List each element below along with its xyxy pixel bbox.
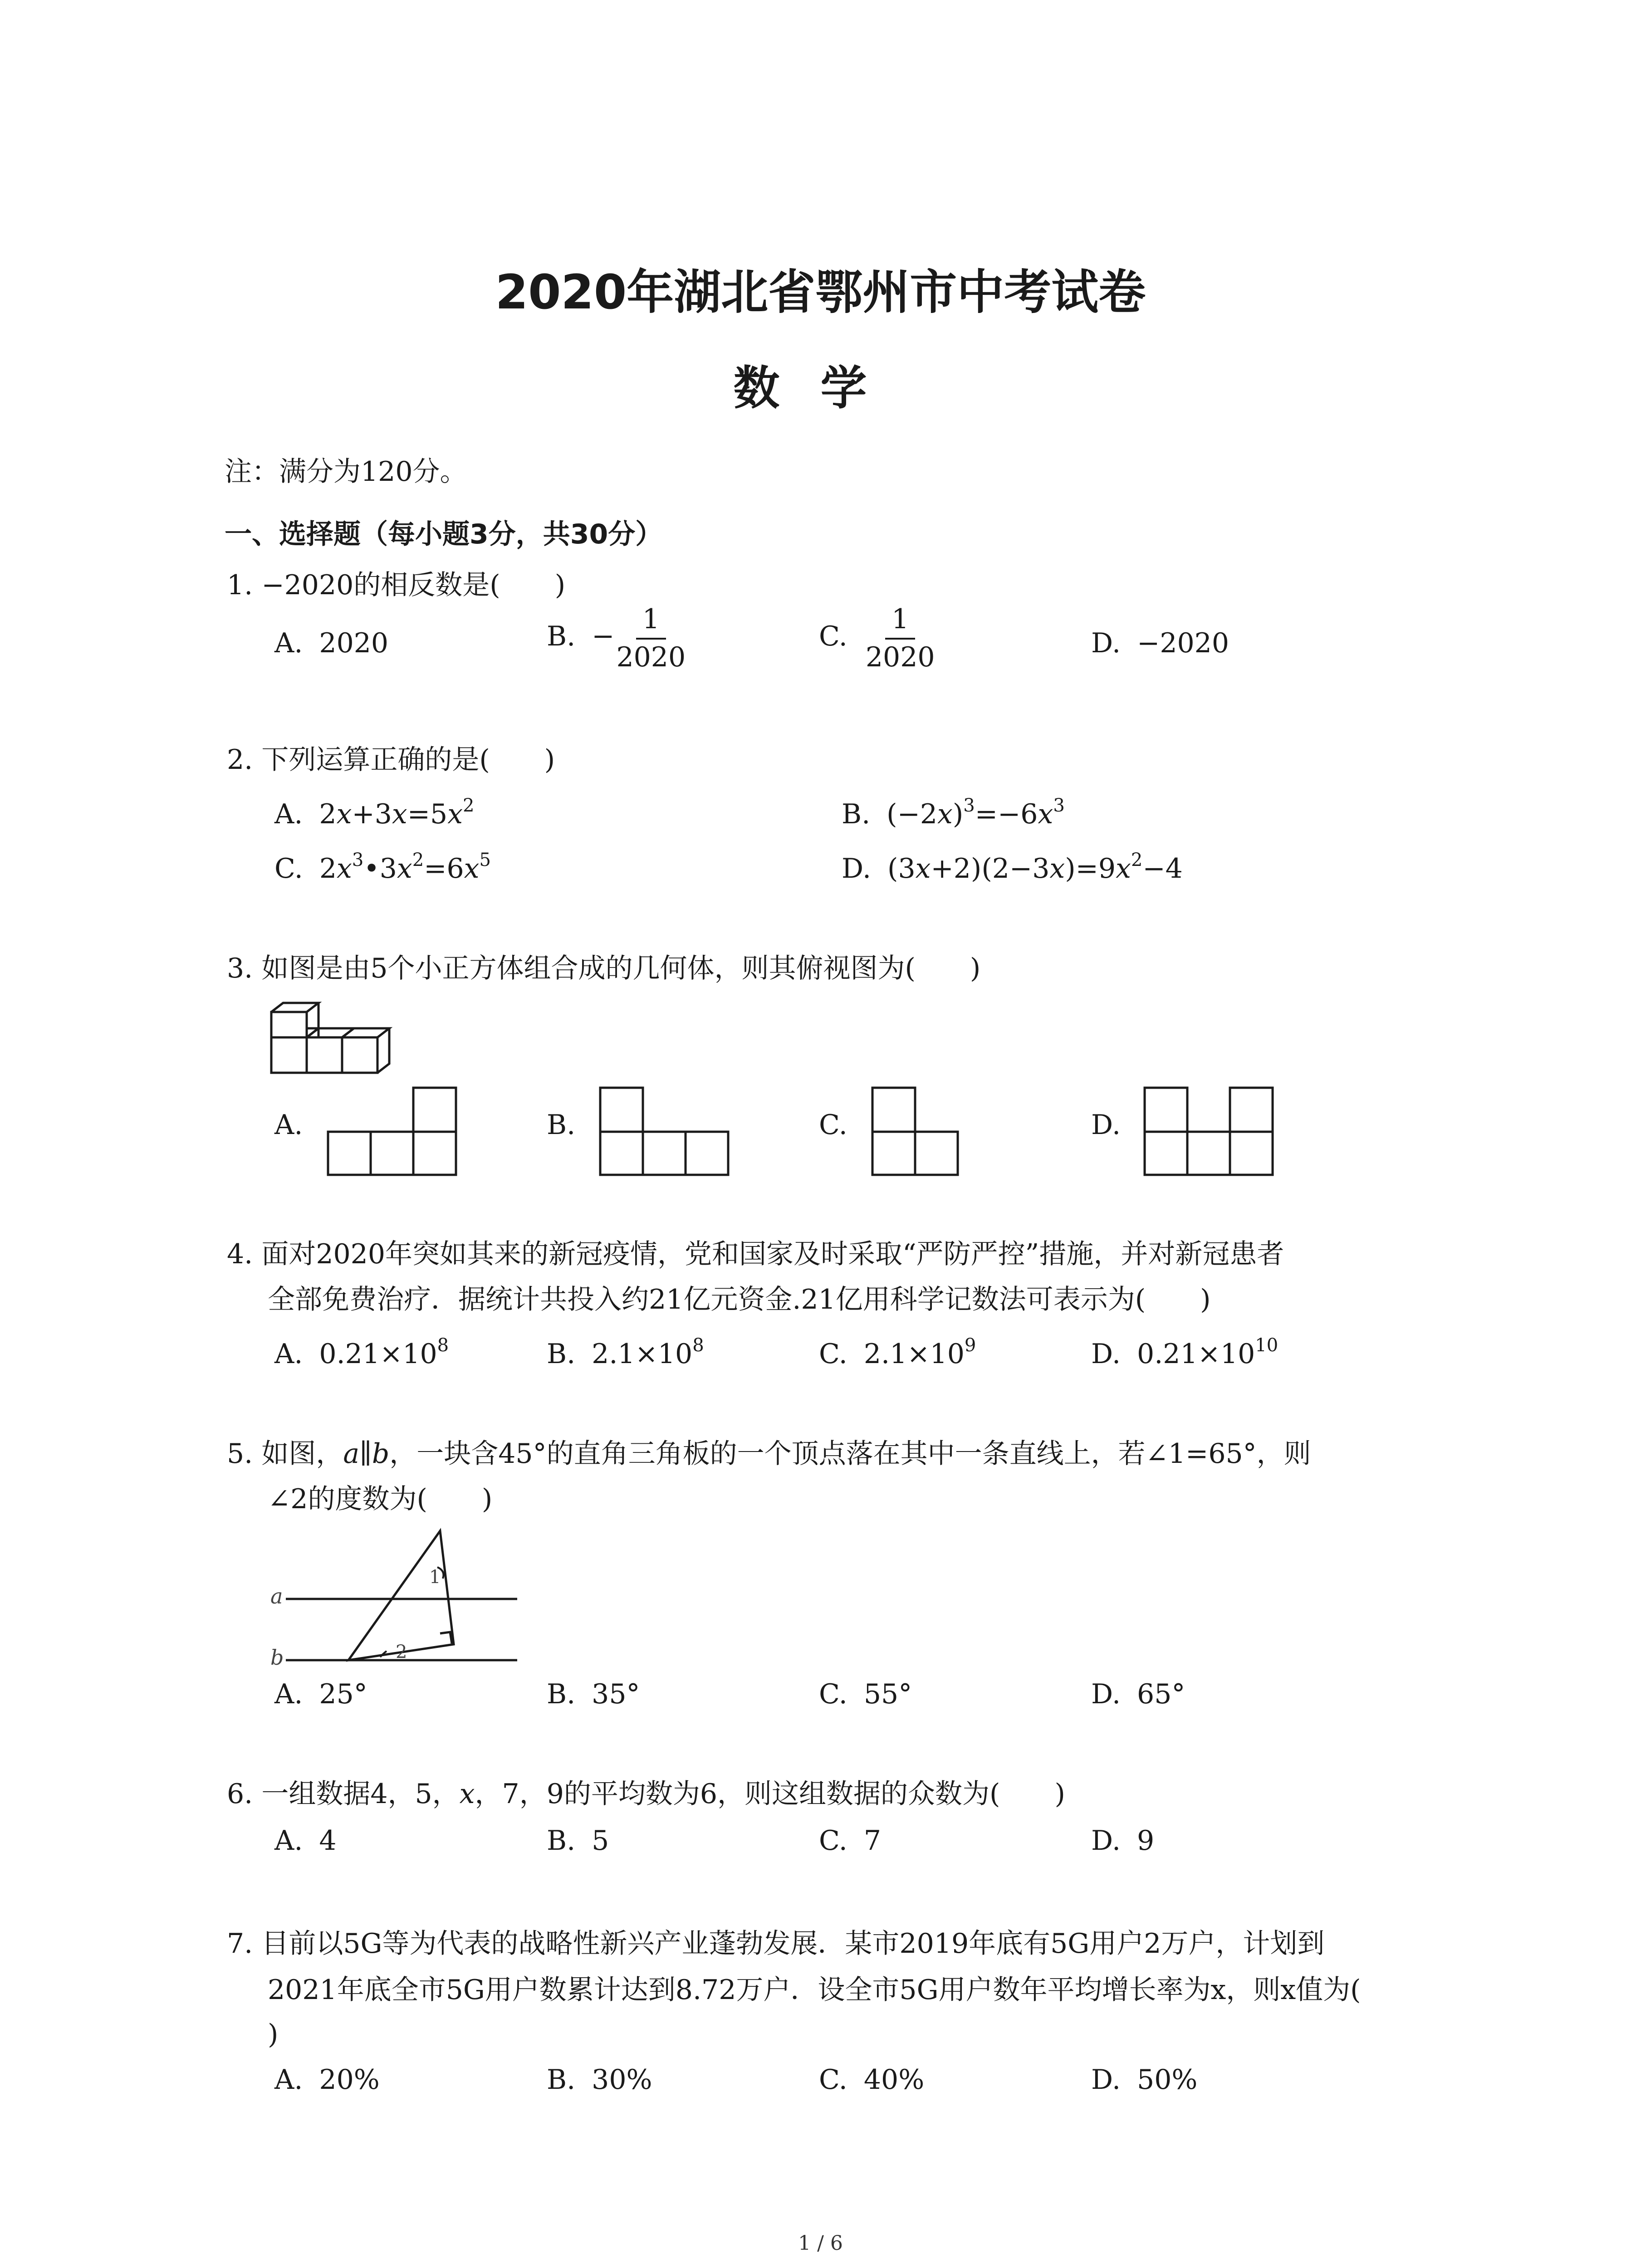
q6-option-d (1091, 1823, 1154, 1859)
q5-option-b (547, 1676, 640, 1712)
question-4-line1: 4. 面对2020年突如其来的新冠疫情，党和国家及时采取“严防严控”措施，并对新冠患者 (227, 1238, 1284, 1270)
option-letter: A. (274, 627, 303, 659)
option-letter: B. (547, 2064, 576, 2096)
option-text: 20% (319, 2064, 380, 2096)
question-4-line2: 全部免费治疗．据统计共投入约21亿元资金.21亿用科学记数法可表示为( ) (268, 1284, 1211, 1315)
q4-option-c (819, 1336, 976, 1372)
option-text: 50% (1137, 2064, 1198, 2096)
q3-option-a-figure (327, 1086, 458, 1177)
q5-option-c (819, 1676, 912, 1712)
q4-option-d (1091, 1336, 1278, 1372)
q1-option-a (274, 625, 388, 661)
option-text: 65° (1137, 1678, 1185, 1710)
option-text: 40% (863, 2064, 925, 2096)
option-text: 4 (319, 1825, 337, 1857)
q3-option-c-letter: C. (819, 1109, 847, 1141)
q7-option-a (274, 2062, 380, 2098)
option-formula: $2.1\times 10^8$ (592, 1335, 704, 1370)
parallel-notation: a∥b (343, 1438, 390, 1470)
exam-title: 2020年湖北省鄂州市中考试卷 (495, 264, 1146, 320)
option-letter: D. (1091, 1825, 1121, 1857)
parallel-lines-figure (268, 1526, 522, 1672)
option-letter: C. (819, 1678, 847, 1710)
q1-option-b (547, 603, 686, 673)
option-formula: $2x+3x=5x^2$ (319, 795, 475, 830)
q7-option-b (547, 2062, 652, 2098)
option-letter: A. (274, 798, 303, 830)
option-text: 5 (592, 1825, 609, 1857)
fraction-denominator: 2020 (865, 641, 935, 673)
page-number: 1 / 6 (798, 2232, 843, 2255)
option-letter: C. (274, 853, 303, 885)
option-letter: D. (1091, 1678, 1121, 1710)
q6-option-a (274, 1823, 337, 1859)
q5-line1-prefix: 5. 如图， (227, 1438, 343, 1470)
option-formula: $0.21\times 10^{10}$ (1137, 1335, 1279, 1370)
option-text: 25° (319, 1678, 367, 1710)
option-letter: A. (274, 2064, 303, 2096)
q7-option-d (1091, 2062, 1197, 2098)
q4-option-b (547, 1336, 704, 1372)
question-3-stem: 3. 如图是由5个小正方体组合成的几何体，则其俯视图为( ) (227, 953, 981, 984)
option-text: 55° (863, 1678, 912, 1710)
q3-option-b-letter: B. (547, 1109, 576, 1141)
fraction-numerator: 1 (636, 603, 666, 640)
q3-option-b-figure (599, 1086, 730, 1177)
fraction (866, 603, 935, 673)
option-formula: $2x^3•3x^2=6x^5$ (319, 850, 491, 885)
option-letter: B. (547, 1338, 576, 1370)
question-6-stem (227, 1776, 1065, 1812)
option-letter: C. (819, 1338, 847, 1370)
q3-option-a-letter: A. (274, 1109, 303, 1141)
option-formula: $(3x+2)(2-3x)=9x^2-4$ (887, 850, 1183, 885)
option-letter: D. (1091, 627, 1121, 659)
question-5-line2: ∠2的度数为( ) (268, 1483, 493, 1515)
angle-label-1: 1 (429, 1567, 441, 1588)
option-letter: B. (547, 620, 576, 652)
minus-sign: − (592, 620, 615, 652)
question-7-line1: 7. 目前以5G等为代表的战略性新兴产业蓬勃发展．某市2019年底有5G用户2万户，计划到 (227, 1928, 1325, 1960)
option-letter: C. (819, 1825, 847, 1857)
option-formula: $2.1\times 10^9$ (863, 1335, 976, 1370)
option-text: 35° (592, 1678, 640, 1710)
question-7-line2: 2021年底全市5G用户数累计达到8.72万户．设全市5G用户数年平均增长率为x，则x值为( (268, 1974, 1361, 2006)
q6-stem-prefix: 6. 一组数据4，5， (227, 1778, 460, 1810)
solid-figure (268, 1000, 408, 1077)
q2-option-d (842, 850, 1183, 887)
subject-title: 数学 (733, 362, 908, 415)
q6-stem-suffix: ，7，9的平均数为6，则这组数据的众数为( ) (475, 1778, 1065, 1810)
q5-option-d (1091, 1676, 1185, 1712)
q2-option-c (274, 850, 491, 887)
section-heading: 一、选择题（每小题3分，共30分） (225, 518, 663, 550)
question-7-line3: ) (268, 2019, 279, 2050)
option-letter: A. (274, 1678, 303, 1710)
q4-option-a (274, 1336, 449, 1372)
option-letter: B. (842, 798, 871, 830)
q6-option-c (819, 1823, 881, 1859)
option-letter: B. (547, 1825, 576, 1857)
option-text: 30% (592, 2064, 652, 2096)
option-letter: B. (547, 1678, 576, 1710)
angle-label-2: 2 (396, 1642, 407, 1662)
option-letter: C. (819, 620, 847, 652)
variable-x: x (459, 1778, 475, 1810)
option-letter: D. (1091, 2064, 1121, 2096)
q2-option-b (842, 796, 1065, 832)
option-letter: C. (819, 2064, 847, 2096)
q2-option-a (274, 796, 474, 832)
option-text: 9 (1137, 1825, 1155, 1857)
option-formula: $(-2x)^3=-6x^3$ (887, 795, 1065, 830)
option-letter: D. (842, 853, 872, 885)
option-text: 2020 (319, 627, 389, 659)
line-label-b: b (270, 1645, 284, 1670)
option-letter: A. (274, 1338, 303, 1370)
fraction (616, 603, 686, 673)
fraction-denominator: 2020 (616, 641, 686, 673)
q3-option-d-figure (1143, 1086, 1275, 1177)
score-note: 注：满分为120分。 (225, 456, 467, 488)
option-text: 7 (863, 1825, 882, 1857)
option-formula: $0.21\times 10^8$ (319, 1335, 449, 1370)
question-1-stem: 1. −2020的相反数是( ) (227, 569, 566, 601)
option-text: −2020 (1137, 627, 1230, 659)
fraction-numerator: 1 (885, 603, 915, 640)
line-label-a: a (270, 1584, 283, 1608)
q7-option-c (819, 2062, 924, 2098)
q1-option-d (1091, 625, 1229, 661)
q1-option-c (819, 603, 935, 673)
q5-option-a (274, 1676, 367, 1712)
q5-line1-suffix: ，一块含45°的直角三角板的一个顶点落在其中一条直线上，若∠1=65°，则 (389, 1438, 1311, 1470)
q6-option-b (547, 1823, 609, 1859)
option-letter: A. (274, 1825, 303, 1857)
q3-option-c-figure (871, 1086, 962, 1177)
question-5-line1 (227, 1436, 1311, 1472)
question-2-stem: 2. 下列运算正确的是( ) (227, 744, 555, 776)
option-letter: D. (1091, 1338, 1121, 1370)
q3-option-d-letter: D. (1091, 1109, 1121, 1141)
